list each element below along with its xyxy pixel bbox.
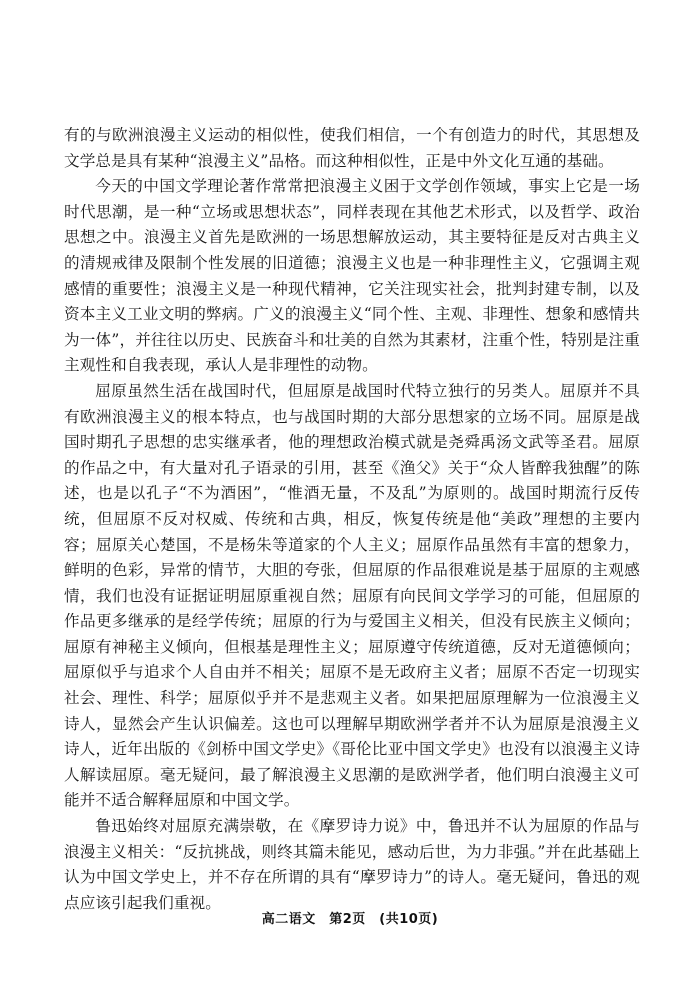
paragraph-1: 有的与欧洲浪漫主义运动的相似性，使我们相信，一个有创造力的时代，其思想及文学总是具有某种“浪漫主义”品格。而这种相似性，正是中外文化互通的基础。	[64, 126, 640, 170]
page-footer: 高二语文 第2页 (共10页)	[261, 912, 439, 927]
paragraph-2: 今天的中国文学理论著作常常把浪漫主义困于文学创作领域，事实上它是一场时代思潮，是一种“立场或思想状态”，同样表现在其他艺术形式，以及哲学、政治思想之中。浪漫主义首先是欧洲的一场思想解放运动，其主要特征是反对古典主义的清规戒律及限制个性发展的旧道德；浪漫主义也是一种非理性主义，它强调主观感情的重要性；浪漫主义是一种现代精神，它关注现实社会，批判封建专制，以及资本主义工业文明的弊病。广义的浪漫主义“同个性、主观、非理性、想象和感情共为一体”，并往往以历史、民族奋斗和壮美的自然为其素材，注重个性，特别是注重主观性和自我表现，承认人是非理性的动物。	[64, 177, 640, 375]
paragraph-4: 鲁迅始终对屈原充满崇敬，在《摩罗诗力说》中，鲁迅并不认为屈原的作品与浪漫主义相关：“反抗挑战，则终其篇未能见，感动后世，为力非强。”并在此基础上认为中国文学史上，并不存在所谓的具有“摩罗诗力”的诗人。毫无疑问，鲁迅的观点应该引起我们重视。	[64, 817, 640, 912]
body-text	[64, 123, 640, 916]
paragraph-3: 屈原虽然生活在战国时代，但屈原是战国时代特立独行的另类人。屈原并不具有欧洲浪漫主义的根本特点，也与战国时期的大部分思想家的立场不同。屈原是战国时期孔子思想的忠实继承者，他的理想政治模式就是尧舜禹汤文武等圣君。屈原的作品之中，有大量对孔子语录的引用，甚至《渔父》关于“众人皆醉我独醒”的陈述，也是以孔子“不为酒困”，“惟酒无量，不及乱”为原则的。战国时期流行反传统，但屈原不反对权威、传统和古典，相反，恢复传统是他“美政”理想的主要内容；屈原关心楚国，不是杨朱等道家的个人主义；屈原作品虽然有丰富的想象力，鲜明的色彩，异常的情节，大胆的夸张，但屈原的作品很难说是基于屈原的主观感情，我们也没有证据证明屈原重视自然；屈原有向民间文学学习的可能，但屈原的作品更多继承的是经学传统；屈原的行为与爱国主义相关，但没有民族主义倾向；屈原有神秘主义倾向，但根基是理性主义；屈原遵守传统道德，反对无道德倾向；屈原似乎与追求个人自由并不相关；屈原不是无政府主义者；屈原不否定一切现实社会、理性、科学；屈原似乎并不是悲观主义者。如果把屈原理解为一位浪漫主义诗人，显然会产生认识偏差。这也可以理解早期欧洲学者并不认为屈原是浪漫主义诗人，近年出版的《剑桥中国文学史》《哥伦比亚中国文学史》也没有以浪漫主义诗人解读屈原。毫无疑问，最了解浪漫主义思潮的是欧洲学者，他们明白浪漫主义可能并不适合解释屈原和中国文学。	[64, 381, 640, 810]
